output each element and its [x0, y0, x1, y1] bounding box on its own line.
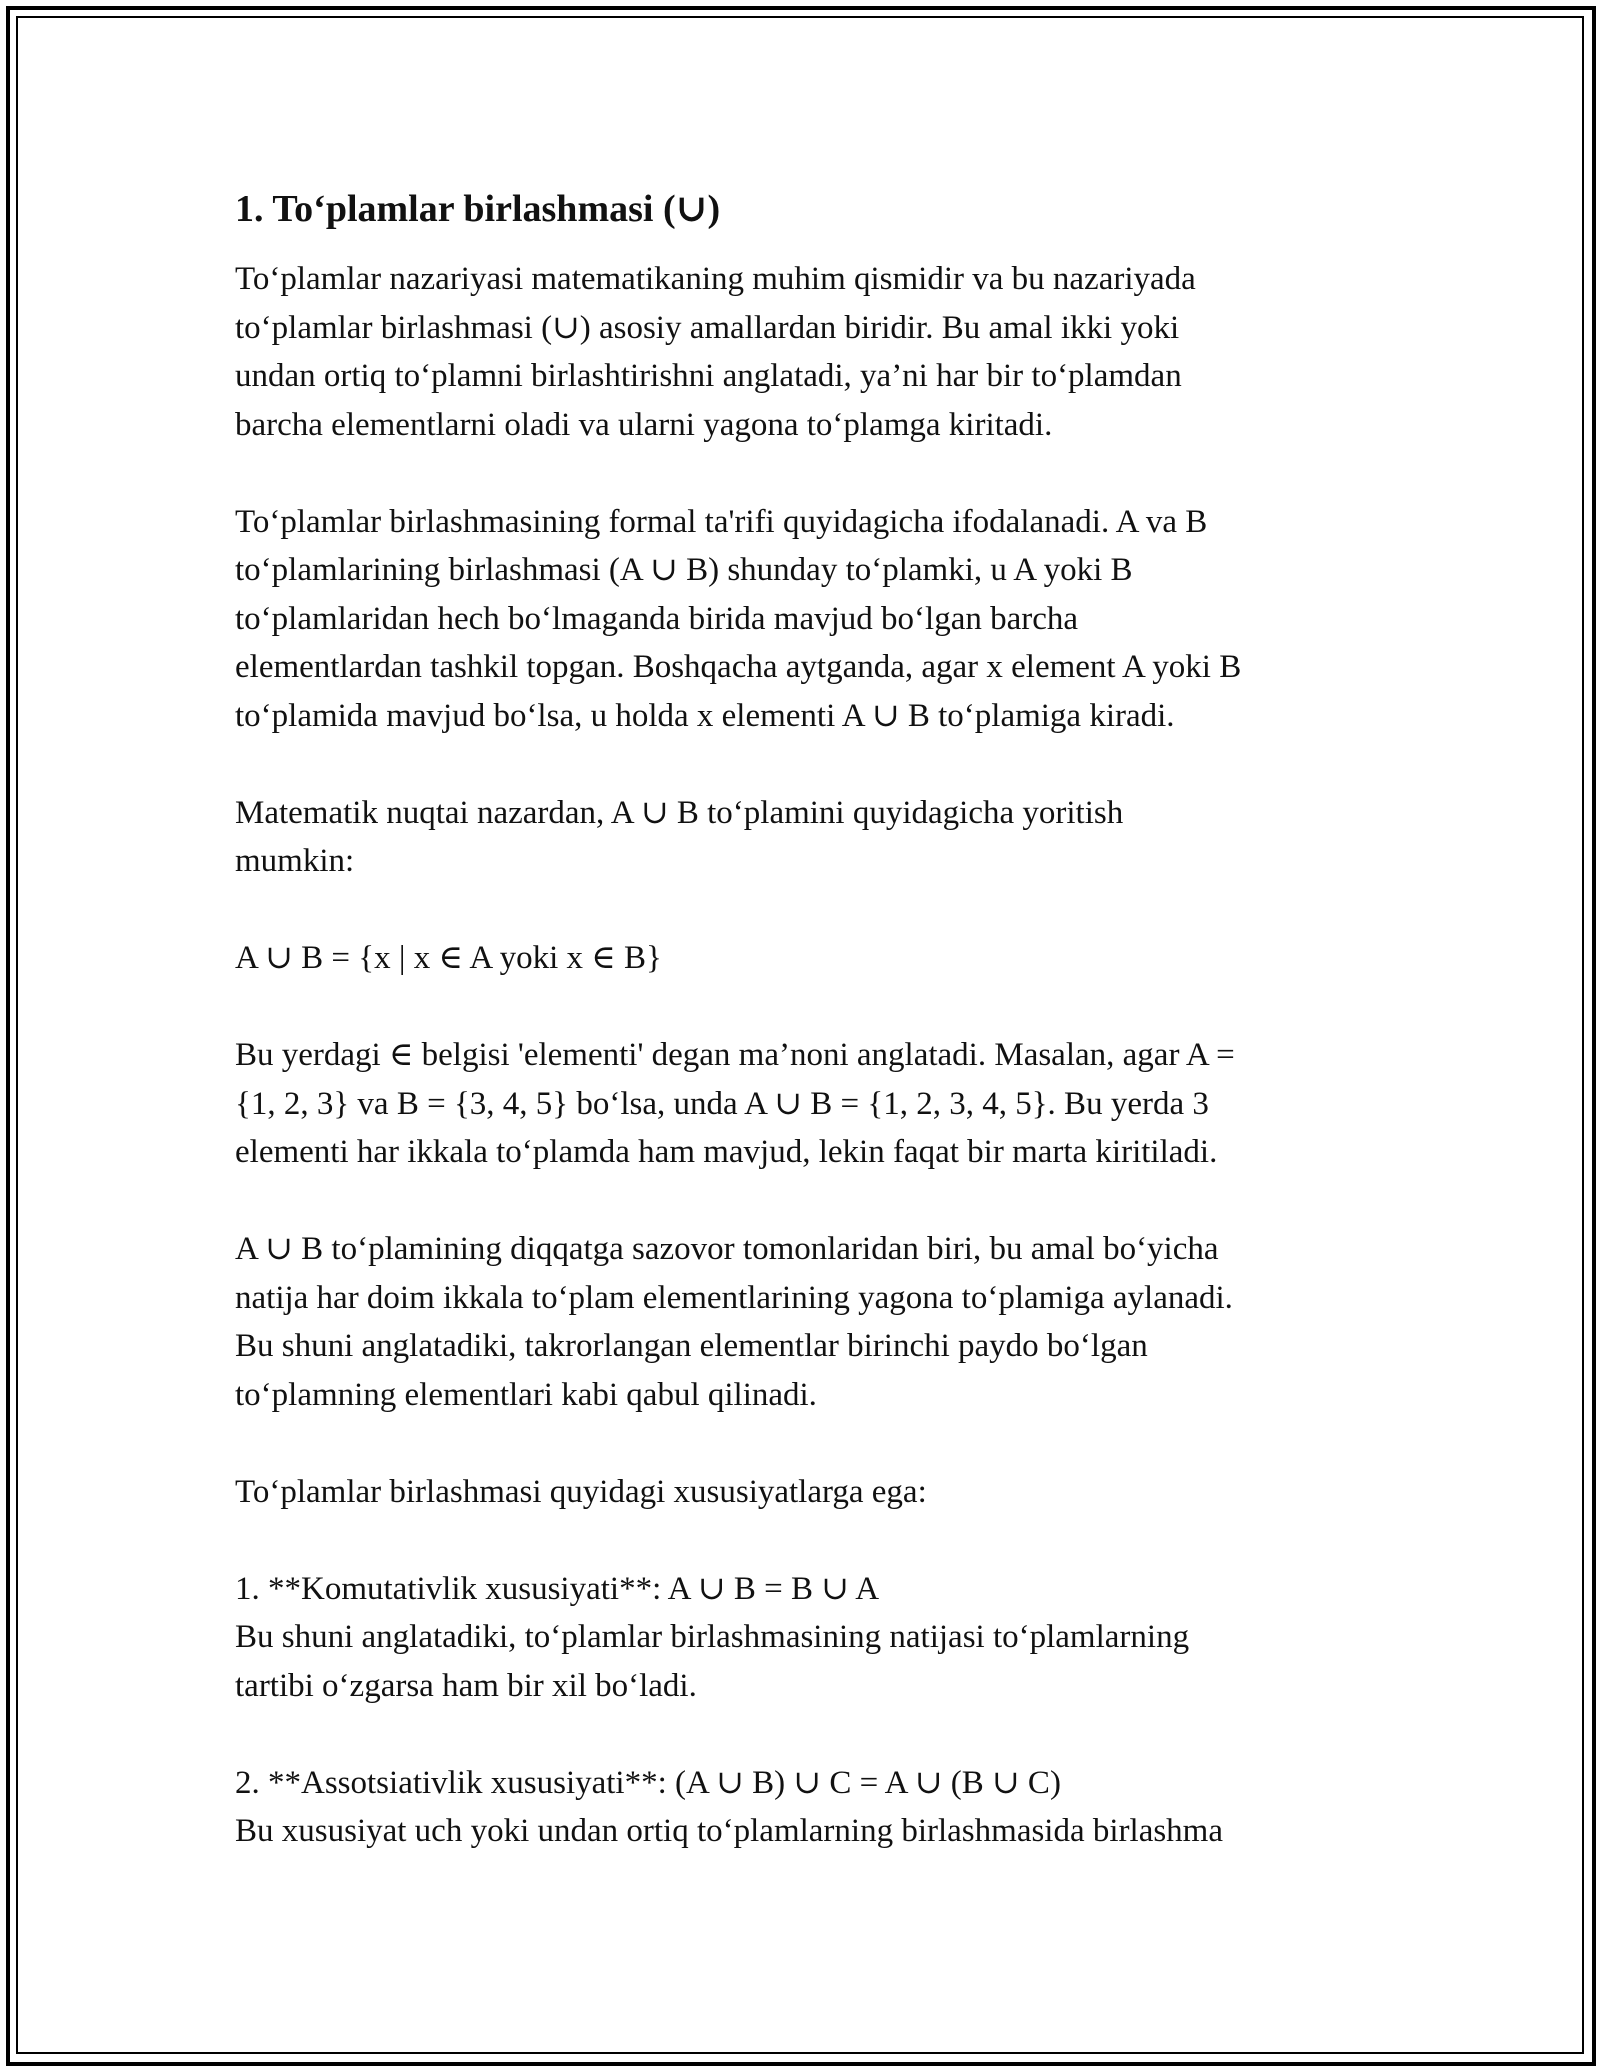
paragraph-mathematical-view: Matematik nuqtai nazardan, A ∪ B to‘plamini quyidagicha yoritish mumkin: — [235, 794, 1124, 879]
section-heading: 1. To‘plamlar birlashmasi (∪) — [235, 188, 721, 230]
formula-union-definition: A ∪ B = {x | x ∈ A yoki x ∈ B} — [235, 940, 662, 976]
paragraph-example: Bu yerdagi ∈ belgisi 'elementi' degan ma’noni anglatadi. Masalan, agar A = {1, 2, 3} va B = {3, 4, 5} bo‘lsa, unda A ∪ B = {1, 2, 3, 4, 5}. Bu yerda 3 elementi har ikkala to‘plamda ham mavjud, lekin faqat bir marta kiritiladi. — [235, 1037, 1235, 1170]
list-item-commutativity: 1. **Komutativlik xususiyati**: A ∪ B = B ∪ A Bu shuni anglatadiki, to‘plamlar birlashmasining natijasi to‘plamlarning tartibi o‘zgarsa ham bir xil bo‘ladi. — [235, 1570, 1190, 1704]
paragraph-intro: To‘plamlar nazariyasi matematikaning muhim qismidir va bu nazariyada to‘plamlar birlashmasi (∪) asosiy amallardan biridir. Bu amal ikki yoki undan ortiq to‘plamni birlashtirishni anglatadi, ya’ni har bir to‘plamdan barcha elementlarni oladi va ularni yagona to‘plamga kiritadi. — [235, 261, 1196, 443]
paragraph-properties-intro: To‘plamlar birlashmasi quyidagi xususiyatlarga ega: — [235, 1473, 927, 1510]
list-item-associativity: 2. **Assotsiativlik xususiyati**: (A ∪ B) ∪ C = A ∪ (B ∪ C) Bu xususiyat uch yoki undan ortiq to‘plamlarning birlashmasida birlashma — [235, 1764, 1224, 1849]
paragraph-notable-aspect: A ∪ B to‘plamining diqqatga sazovor tomonlaridan biri, bu amal bo‘yicha natija har doim ikkala to‘plam elementlarining yagona to‘plamiga aylanadi. Bu shuni anglatadiki, takrorlangan elementlar birinchi paydo bo‘lgan to‘plamning elementlari kabi qabul qilinadi. — [235, 1231, 1233, 1413]
document-body — [235, 185, 1375, 1856]
paragraph-formal-definition: To‘plamlar birlashmasining formal ta'rifi quyidagicha ifodalanadi. A va B to‘plamlarining birlashmasi (A ∪ B) shunday to‘plamki, u A yoki B to‘plamlaridan hech bo‘lmaganda birida mavjud bo‘lgan barcha elementlardan tashkil topgan. Boshqacha aytganda, agar x element A yoki B to‘plamida mavjud bo‘lsa, u holda x elementi A ∪ B to‘plamiga kiradi. — [235, 503, 1242, 734]
